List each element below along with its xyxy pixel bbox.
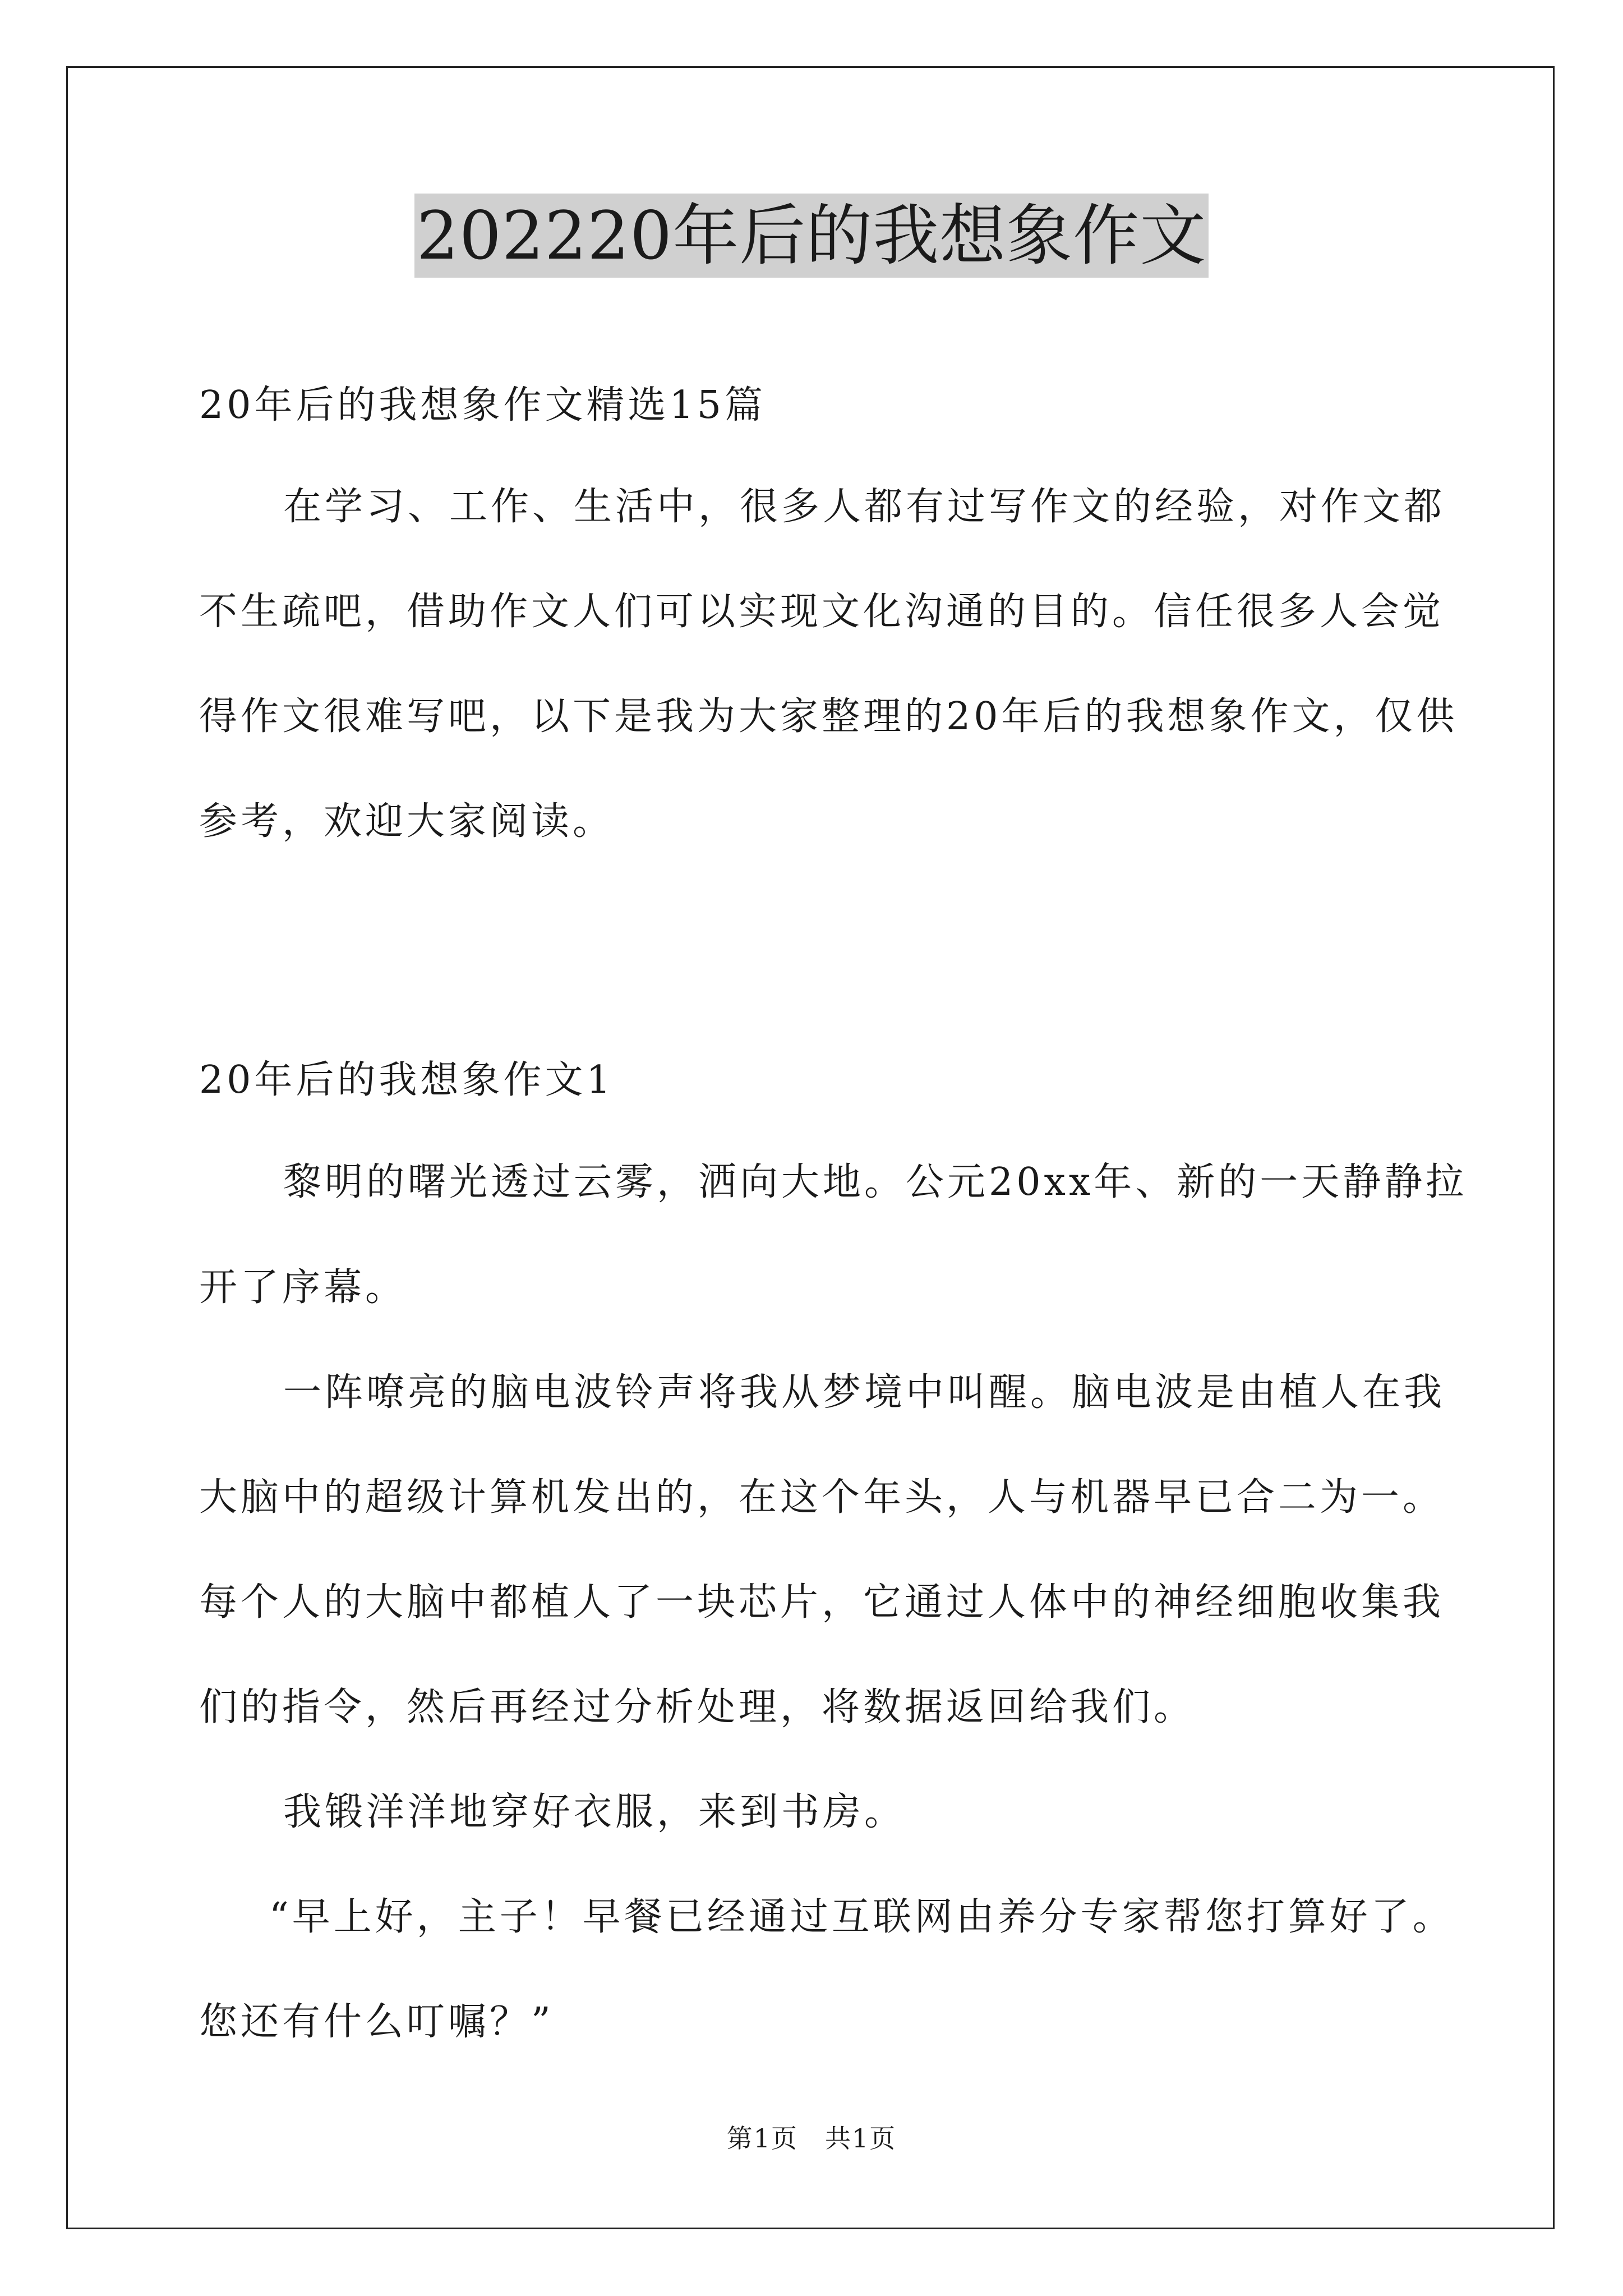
page-footer: 第1页 共1页 <box>726 2123 897 2154</box>
paragraph-line: 开了序幕。 <box>199 1266 407 1310</box>
title-container <box>0 194 1623 278</box>
paragraph-line: 一阵嘹亮的脑电波铃声将我从梦境中叫醒。脑电波是由植人在我 <box>283 1370 1446 1415</box>
document-subtitle: 20年后的我想象作文精选15篇 <box>199 383 767 427</box>
document-body <box>199 311 1468 2049</box>
intro-line: 得作文很难写吧，以下是我为大家整理的20年后的我想象作文，仅供 <box>199 694 1458 739</box>
paragraph-line: 们的指令，然后再经过分析处理，将数据返回给我们。 <box>199 1685 1196 1729</box>
paragraph-line: 每个人的大脑中都植人了一块芯片，它通过人体中的神经细胞收集我 <box>199 1580 1445 1625</box>
section-heading: 20年后的我想象作文1 <box>199 1058 614 1102</box>
document-title: 202220年后的我想象作文 <box>414 194 1209 278</box>
intro-line: 参考，欢迎大家阅读。 <box>199 799 615 844</box>
paragraph-line: 大脑中的超级计算机发出的，在这个年头，人与机器早已合二为一。 <box>199 1475 1445 1520</box>
intro-line: 不生疏吧，借助作文人们可以实现文化沟通的目的。信任很多人会觉 <box>199 590 1445 634</box>
paragraph-line: 您还有什么叮嘱？” <box>199 2000 554 2044</box>
intro-line: 在学习、工作、生活中，很多人都有过写作文的经验，对作文都 <box>283 485 1446 529</box>
paragraph-line: “早上好，主子！早餐已经通过互联网由养分专家帮您打算好了。 <box>269 1895 1454 1939</box>
paragraph-line: 我锻洋洋地穿好衣服，来到书房。 <box>283 1790 906 1834</box>
paragraph-line: 黎明的曙光透过云雾，洒向大地。公元20xx年、新的一天静静拉 <box>283 1160 1468 1204</box>
